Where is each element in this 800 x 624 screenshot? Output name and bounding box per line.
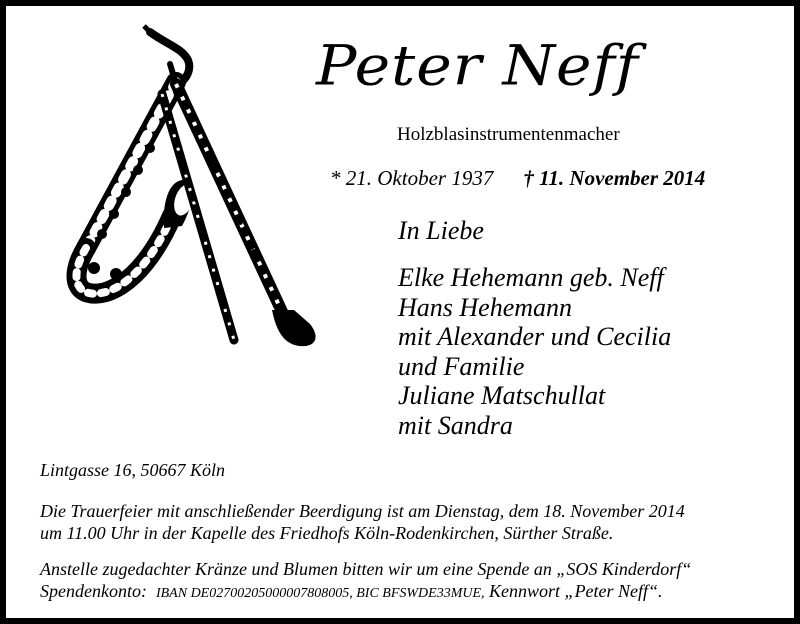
bank-details: IBAN DE02700205000007808005, BIC BFSWDE33MUE, [155, 586, 485, 601]
donation-keyword: Kennwort „Peter Neff“. [489, 581, 663, 601]
mourners-list [398, 263, 671, 440]
profession: Holzblasinstrumentenmacher [397, 124, 620, 145]
death-date: † 11. November 2014 [523, 166, 706, 190]
mourner-name: und Familie [398, 351, 525, 381]
mourner-name: Hans Hehemann [398, 292, 573, 322]
mourner-name: mit Sandra [398, 410, 513, 440]
donation-account-line [40, 580, 691, 605]
in-love-heading: In Liebe [398, 216, 484, 245]
funeral-notice [40, 500, 685, 544]
donation-notice [40, 558, 691, 605]
birth-date: * 21. Oktober 1937 [330, 166, 494, 190]
deceased-name: Peter Neff [316, 33, 639, 99]
instruments-illustration [46, 20, 336, 356]
funeral-line: Die Trauerfeier mit anschließender Beerdigung ist am Dienstag, dem 18. November 2014 [40, 501, 685, 521]
funeral-line: um 11.00 Uhr in der Kapelle des Friedhofs Köln-Rodenkirchen, Sürther Straße. [40, 523, 614, 543]
donation-line: Anstelle zugedachter Kränze und Blumen bitten wir um eine Spende an „SOS Kinderdorf“ [40, 559, 692, 579]
mourner-name: mit Alexander und Cecilia [398, 322, 672, 351]
mourner-name: Elke Hehemann geb. Neff [398, 263, 664, 292]
address: Lintgasse 16, 50667 Köln [40, 460, 226, 480]
life-dates [330, 166, 705, 191]
mourner-name: Juliane Matschullat [398, 381, 606, 410]
donation-label: Spendenkonto: [40, 581, 147, 601]
